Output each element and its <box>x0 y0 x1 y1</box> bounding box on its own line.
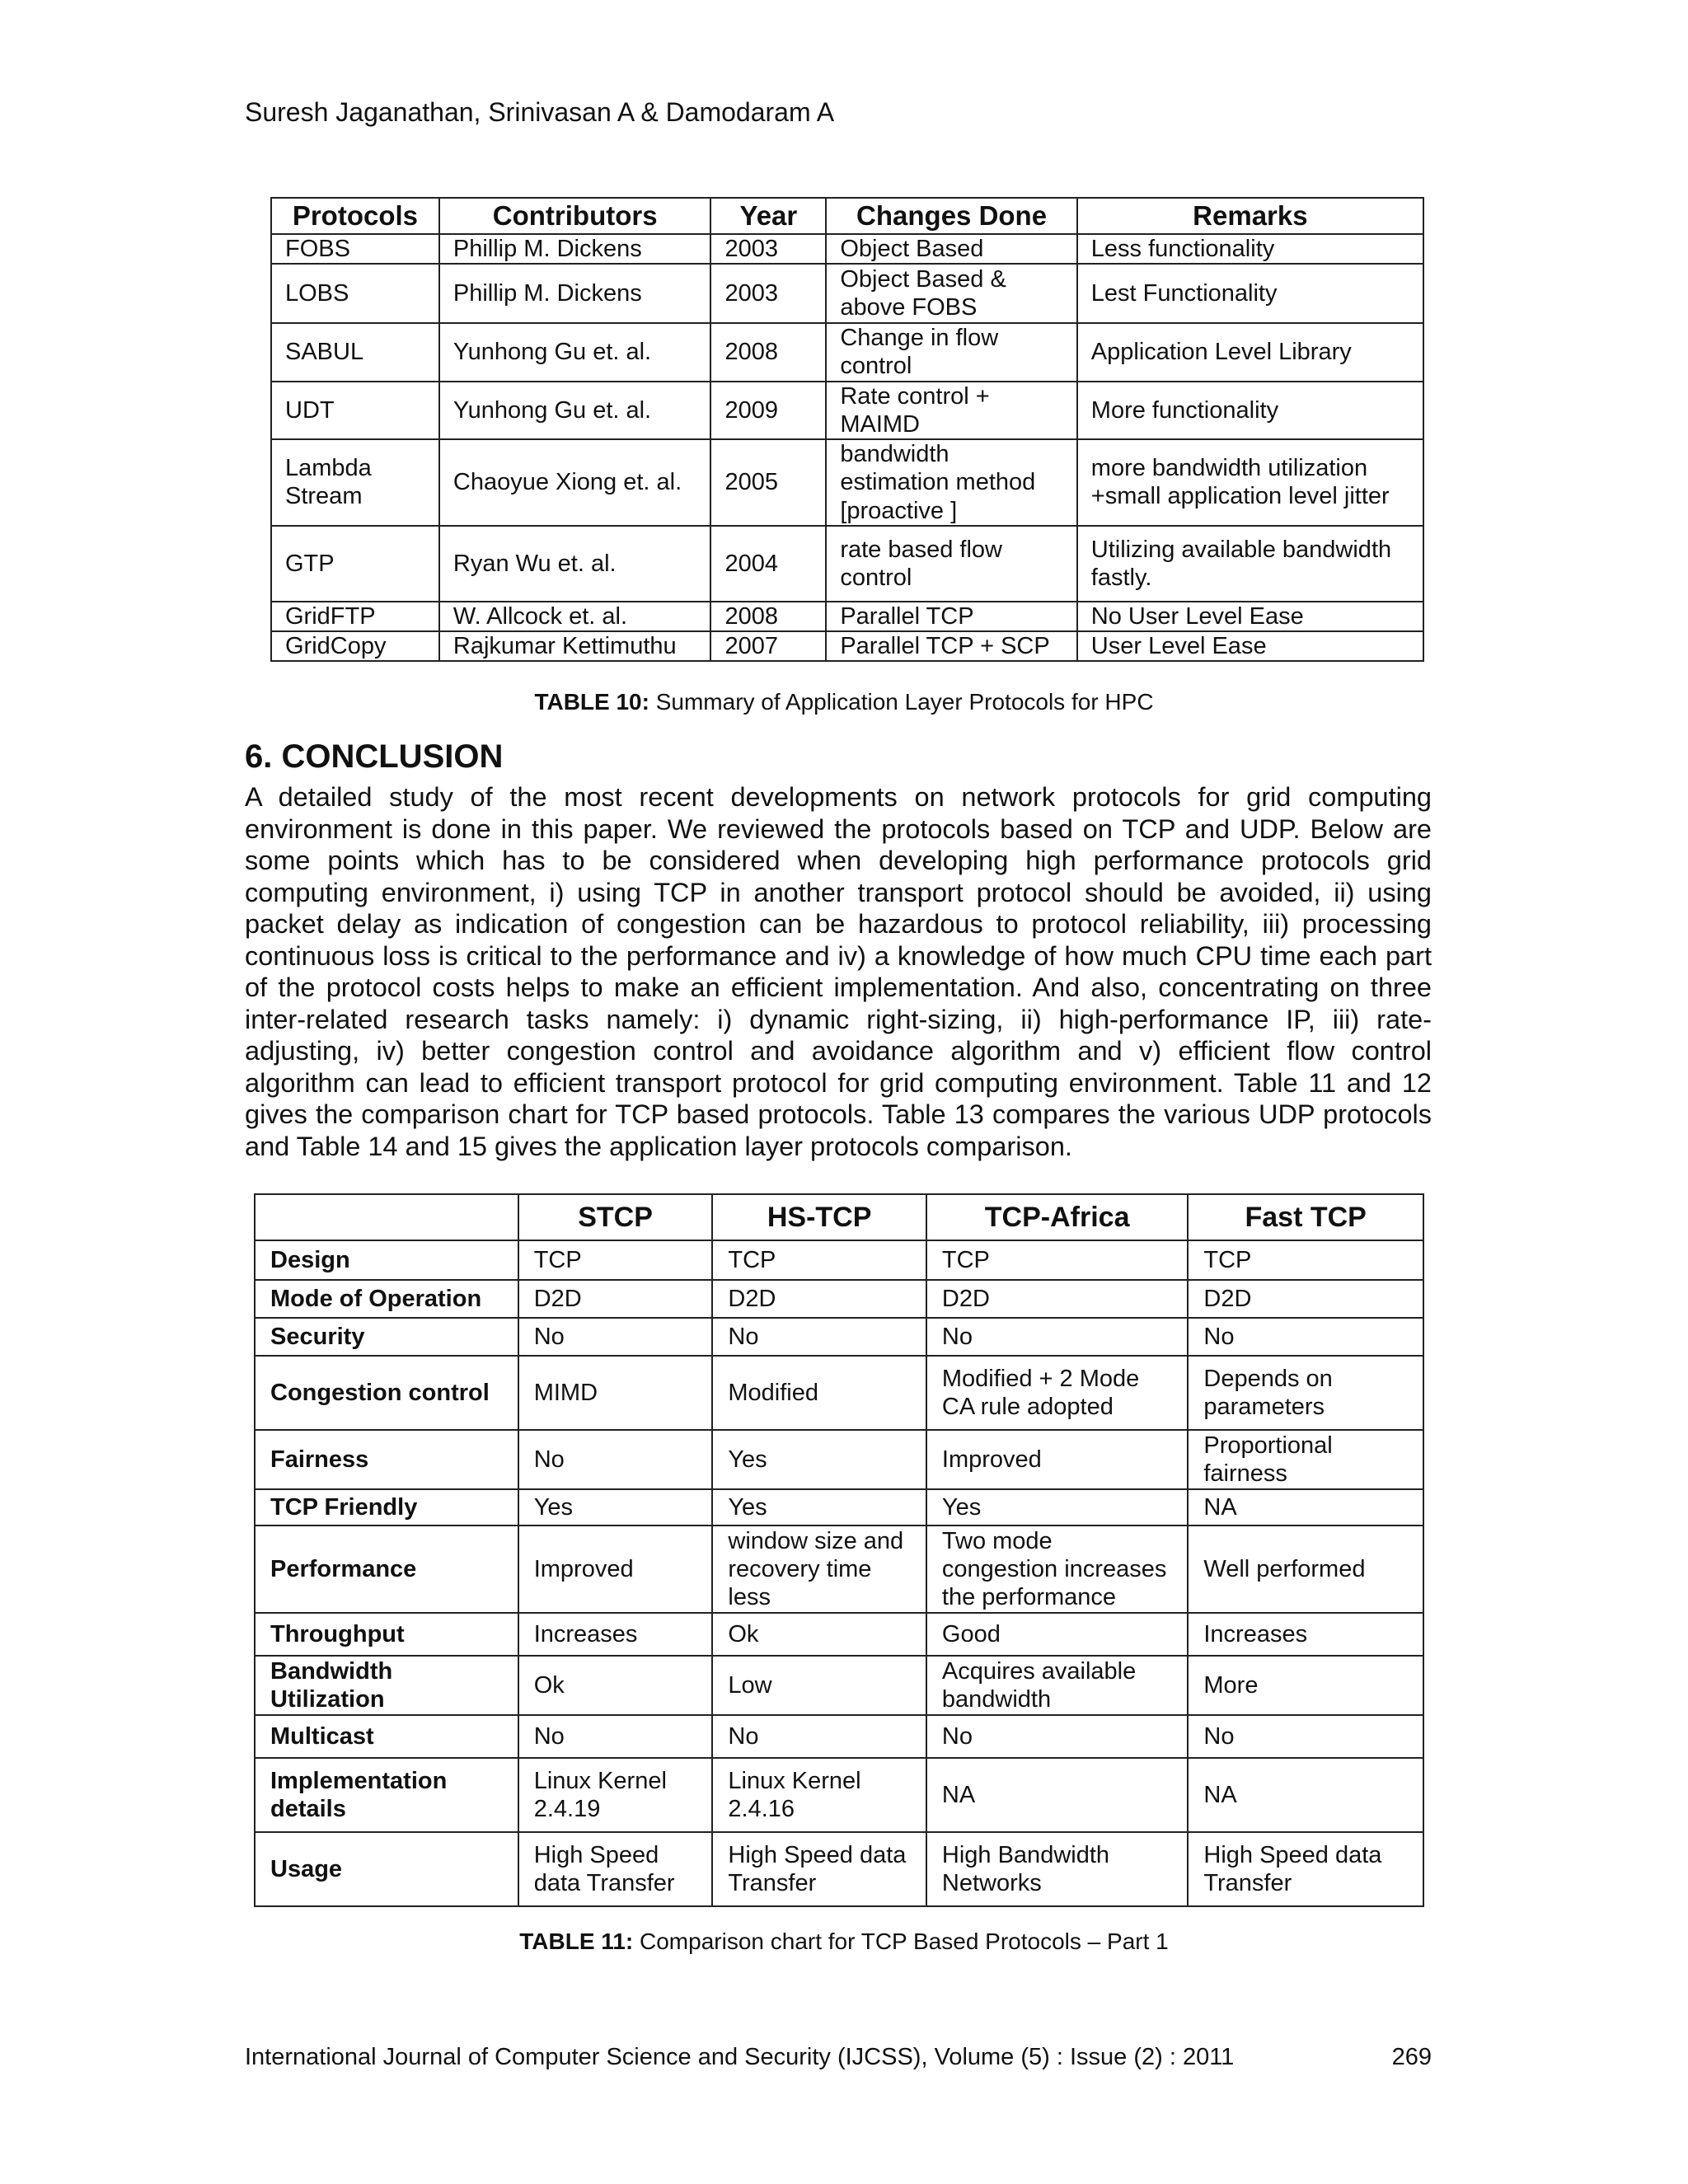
row-header-cell: Usage <box>255 1832 518 1906</box>
table-10 <box>270 197 1424 662</box>
table-cell: D2D <box>926 1280 1188 1318</box>
table-10-caption <box>0 689 1688 715</box>
table-cell: 2008 <box>710 323 826 381</box>
table-cell: Depends on parameters <box>1188 1356 1423 1430</box>
table-cell: Yes <box>712 1489 926 1526</box>
table-cell: Modified + 2 Mode CA rule adopted <box>926 1356 1188 1430</box>
table-cell: 2009 <box>710 382 826 439</box>
table-10-header-row <box>271 198 1423 234</box>
table-row <box>271 631 1423 661</box>
table-cell: Object Based & above FOBS <box>826 264 1076 323</box>
table-row <box>255 1318 1423 1356</box>
table-row <box>255 1280 1423 1318</box>
table-cell: 2008 <box>710 602 826 631</box>
table-cell: D2D <box>712 1280 926 1318</box>
table-row <box>255 1356 1423 1430</box>
journal-citation: International Journal of Computer Science and Security (IJCSS), Volume (5) : Issue (2) : 2011 <box>245 2044 1235 2070</box>
table-cell: No <box>518 1318 713 1356</box>
table-cell: 2005 <box>710 439 826 526</box>
table-cell: No <box>926 1715 1188 1758</box>
row-header-cell: Congestion control <box>255 1356 518 1430</box>
row-header-cell: Implementation details <box>255 1758 518 1832</box>
table-cell: Rajkumar Kettimuthu <box>439 631 711 661</box>
row-header-cell: Security <box>255 1318 518 1356</box>
table-cell: Two mode congestion increases the performance <box>926 1526 1188 1613</box>
table-cell: No <box>926 1318 1188 1356</box>
table-cell: MIMD <box>518 1356 713 1430</box>
row-header-cell: Design <box>255 1240 518 1280</box>
table-cell: No <box>1188 1318 1423 1356</box>
table-row <box>255 1613 1423 1656</box>
table-11-header-cell: HS-TCP <box>712 1194 926 1240</box>
table-cell: Yes <box>712 1430 926 1489</box>
table-cell: Yes <box>926 1489 1188 1526</box>
table-cell: Object Based <box>826 234 1076 264</box>
table-cell: Application Level Library <box>1077 323 1423 381</box>
table-cell: No User Level Ease <box>1077 602 1423 631</box>
table-10-header-cell: Contributors <box>439 198 711 234</box>
table-cell: Well performed <box>1188 1526 1423 1613</box>
table-cell: Change in flow control <box>826 323 1076 381</box>
table-cell: Lest Functionality <box>1077 264 1423 323</box>
table-row <box>271 439 1423 526</box>
table-cell: Lambda Stream <box>271 439 439 526</box>
row-header-cell: Performance <box>255 1526 518 1613</box>
table-cell: High Bandwidth Networks <box>926 1832 1188 1906</box>
table-cell: NA <box>1188 1489 1423 1526</box>
table-cell: 2003 <box>710 234 826 264</box>
table-cell: Ryan Wu et. al. <box>439 526 711 602</box>
table-cell: Proportional fairness <box>1188 1430 1423 1489</box>
table-cell: Ok <box>518 1656 713 1715</box>
table-cell: UDT <box>271 382 439 439</box>
row-header-cell: Bandwidth Utilization <box>255 1656 518 1715</box>
table-row <box>255 1656 1423 1715</box>
table-11-header-cell: STCP <box>518 1194 713 1240</box>
table-row <box>271 526 1423 602</box>
table-row <box>271 264 1423 323</box>
table-cell: Low <box>712 1656 926 1715</box>
table-11-caption <box>0 1929 1688 1955</box>
table-cell: Increases <box>1188 1613 1423 1656</box>
table-10-header-cell: Changes Done <box>826 198 1076 234</box>
table-cell: Increases <box>518 1613 713 1656</box>
table-cell: GridCopy <box>271 631 439 661</box>
table-row <box>271 323 1423 381</box>
table-cell: Yunhong Gu et. al. <box>439 382 711 439</box>
table-cell: No <box>712 1715 926 1758</box>
table-row <box>255 1526 1423 1613</box>
section-body: A detailed study of the most recent developments on network protocols for grid computing environment is done in this paper. We reviewed the protocols based on TCP and UDP. Below are some points which has to be considered when developing high performance protocols grid computing environment, i) using TCP in another transport protocol should be avoided, ii) using packet delay as indication of congestion can be hazardous to protocol reliability, iii) processing continuous loss is critical to the performance and iv) a knowledge of how much CPU time each part of the protocol costs helps to make an efficient implementation. And also, concentrating on three inter-related research tasks namely: i) dynamic right-sizing, ii) high-performance IP, iii) rate-adjusting, iv) better congestion control and avoidance algorithm and v) efficient flow control algorithm can lead to efficient transport protocol for grid computing environment. Table 11 and 12 gives the comparison chart for TCP based protocols. Table 13 compares the various UDP protocols and Table 14 and 15 gives the application layer protocols comparison. <box>245 782 1432 1161</box>
table-cell: 2004 <box>710 526 826 602</box>
running-header: Suresh Jaganathan, Srinivasan A & Damodaram A <box>245 97 835 127</box>
table-10-header-cell: Protocols <box>271 198 439 234</box>
table-cell: TCP <box>518 1240 713 1280</box>
table-cell: No <box>518 1430 713 1489</box>
caption-label: TABLE 11: <box>519 1929 634 1954</box>
table-cell: Chaoyue Xiong et. al. <box>439 439 711 526</box>
table-cell: bandwidth estimation method [proactive ] <box>826 439 1076 526</box>
table-11-header-cell <box>255 1194 518 1240</box>
table-row <box>255 1489 1423 1526</box>
table-11-header-cell: Fast TCP <box>1188 1194 1423 1240</box>
table-cell: No <box>518 1715 713 1758</box>
table-cell: Parallel TCP + SCP <box>826 631 1076 661</box>
table-cell: SABUL <box>271 323 439 381</box>
table-row <box>255 1758 1423 1832</box>
table-cell: More <box>1188 1656 1423 1715</box>
table-cell: 2003 <box>710 264 826 323</box>
section-title: 6. CONCLUSION <box>245 738 504 775</box>
table-cell: NA <box>926 1758 1188 1832</box>
table-row <box>255 1715 1423 1758</box>
table-cell: Good <box>926 1613 1188 1656</box>
table-cell: D2D <box>518 1280 713 1318</box>
table-cell: FOBS <box>271 234 439 264</box>
table-cell: Ok <box>712 1613 926 1656</box>
table-row <box>255 1240 1423 1280</box>
table-cell: Yes <box>518 1489 713 1526</box>
table-cell: Yunhong Gu et. al. <box>439 323 711 381</box>
table-row <box>255 1832 1423 1906</box>
row-header-cell: Fairness <box>255 1430 518 1489</box>
table-row <box>271 382 1423 439</box>
table-cell: Linux Kernel 2.4.19 <box>518 1758 713 1832</box>
table-cell: Phillip M. Dickens <box>439 234 711 264</box>
table-cell: more bandwidth utilization +small application level jitter <box>1077 439 1423 526</box>
table-cell: Linux Kernel 2.4.16 <box>712 1758 926 1832</box>
table-cell: Modified <box>712 1356 926 1430</box>
caption-text: Comparison chart for TCP Based Protocols – Part 1 <box>633 1929 1169 1954</box>
table-row <box>271 602 1423 631</box>
table-cell: Parallel TCP <box>826 602 1076 631</box>
table-10-header-cell: Remarks <box>1077 198 1423 234</box>
table-cell: No <box>1188 1715 1423 1758</box>
table-cell: User Level Ease <box>1077 631 1423 661</box>
table-row <box>271 234 1423 264</box>
table-cell: High Speed data Transfer <box>518 1832 713 1906</box>
table-cell: D2D <box>1188 1280 1423 1318</box>
table-10-header-cell: Year <box>710 198 826 234</box>
table-cell: NA <box>1188 1758 1423 1832</box>
page-number: 269 <box>1391 2044 1432 2070</box>
table-cell: W. Allcock et. al. <box>439 602 711 631</box>
table-cell: Utilizing available bandwidth fastly. <box>1077 526 1423 602</box>
table-cell: Phillip M. Dickens <box>439 264 711 323</box>
caption-label: TABLE 10: <box>534 689 649 715</box>
table-cell: LOBS <box>271 264 439 323</box>
table-cell: Rate control + MAIMD <box>826 382 1076 439</box>
table-cell: rate based flow control <box>826 526 1076 602</box>
table-row <box>255 1430 1423 1489</box>
page-footer <box>245 2044 1432 2071</box>
table-cell: High Speed data Transfer <box>1188 1832 1423 1906</box>
table-cell: TCP <box>1188 1240 1423 1280</box>
row-header-cell: Multicast <box>255 1715 518 1758</box>
table-cell: TCP <box>926 1240 1188 1280</box>
row-header-cell: Throughput <box>255 1613 518 1656</box>
table-cell: Improved <box>926 1430 1188 1489</box>
table-cell: 2007 <box>710 631 826 661</box>
table-cell: High Speed data Transfer <box>712 1832 926 1906</box>
row-header-cell: Mode of Operation <box>255 1280 518 1318</box>
table-cell: window size and recovery time less <box>712 1526 926 1613</box>
table-cell: Less functionality <box>1077 234 1423 264</box>
table-cell: Acquires available bandwidth <box>926 1656 1188 1715</box>
row-header-cell: TCP Friendly <box>255 1489 518 1526</box>
table-cell: More functionality <box>1077 382 1423 439</box>
table-cell: TCP <box>712 1240 926 1280</box>
table-cell: Improved <box>518 1526 713 1613</box>
table-11-header-cell: TCP-Africa <box>926 1194 1188 1240</box>
caption-text: Summary of Application Layer Protocols for HPC <box>649 689 1154 715</box>
table-11-header-row <box>255 1194 1423 1240</box>
table-11 <box>254 1193 1424 1907</box>
table-cell: No <box>712 1318 926 1356</box>
table-cell: GTP <box>271 526 439 602</box>
table-cell: GridFTP <box>271 602 439 631</box>
